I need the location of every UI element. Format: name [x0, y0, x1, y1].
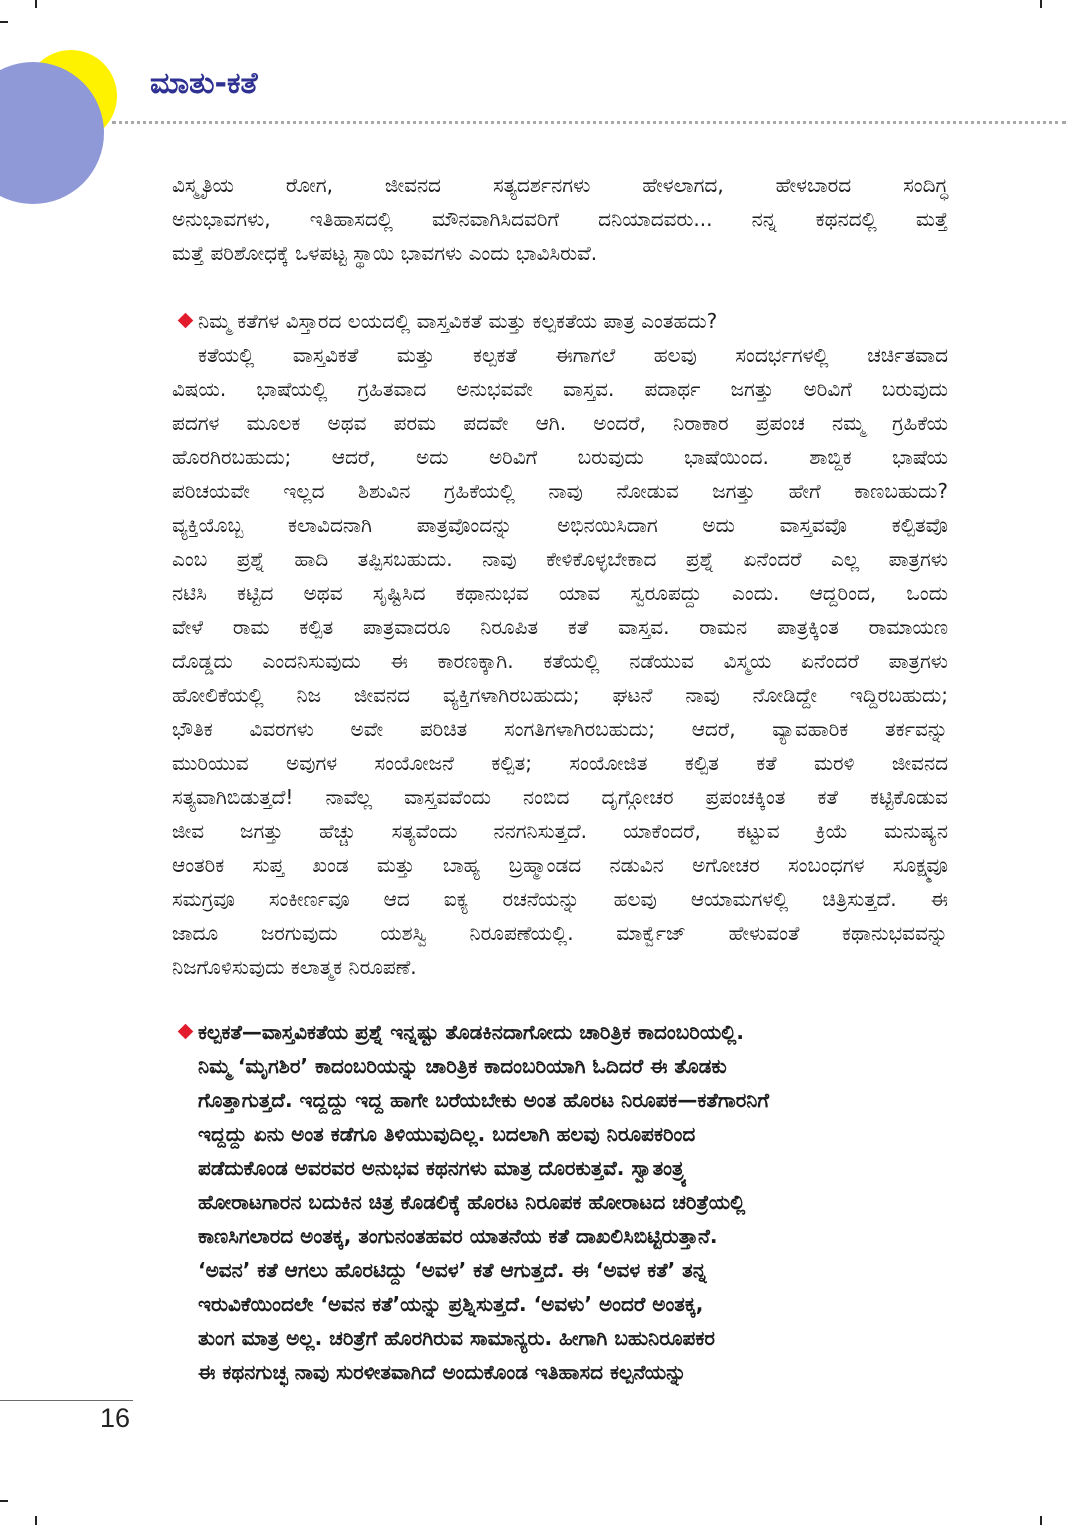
page-number: 16	[100, 1403, 131, 1433]
text-line: ಪಡೆದುಕೊಂಡ ಅವರವರ ಅನುಭವ ಕಥನಗಳು ಮಾತ್ರ ದೊರಕುತ್ತವೆ. ಸ್ವಾತಂತ್ರ್ಯ	[198, 1156, 688, 1180]
text-line: ಕತೆಯಲ್ಲಿ ವಾಸ್ತವಿಕತೆ ಮತ್ತು ಕಲ್ಪಕತೆ ಈಗಾಗಲೆ ಹಲವು ಸಂದರ್ಭಗಳಲ್ಲಿ ಚರ್ಚಿತವಾದ	[198, 343, 948, 367]
crop-mark	[35, 0, 37, 8]
text-line: ‘ಅವನ’ ಕತೆ ಆಗಲು ಹೊರಟಿದ್ದು ‘ಅವಳ’ ಕತೆ ಆಗುತ್ತದೆ. ಈ ‘ಅವಳ ಕತೆ’ ತನ್ನ	[198, 1258, 707, 1282]
text-line: ವಿಸ್ಮೃತಿಯ ರೋಗ, ಜೀವನದ ಸತ್ಯದರ್ಶನಗಳು ಹೇಳಲಾಗದ, ಹೇಳಬಾರದ ಸಂದಿಗ್ಧ	[172, 173, 948, 197]
crop-mark	[0, 21, 8, 23]
crop-mark	[35, 1516, 37, 1525]
text-line: ದೊಡ್ಡದು ಎಂದನಿಸುವುದು ಈ ಕಾರಣಕ್ಕಾಗಿ. ಕತೆಯಲ್ಲಿ ನಡೆಯುವ ವಿಸ್ಮಯ ಏನೆಂದರೆ ಪಾತ್ರಗಳು	[172, 649, 948, 673]
text-line: ನಿಮ್ಮ ‘ಮೃಗಶಿರ’ ಕಾದಂಬರಿಯನ್ನು ಚಾರಿತ್ರಿಕ ಕಾದಂಬರಿಯಾಗಿ ಓದಿದರೆ ಈ ತೊಡಕು	[198, 1054, 727, 1078]
text-line: ಜೀವ ಜಗತ್ತು ಹೆಚ್ಚು ಸತ್ಯವೆಂದು ನನಗನಿಸುತ್ತದೆ. ಯಾಕೆಂದರೆ, ಕಟ್ಟುವ ಕ್ರಿಯೆ ಮನುಷ್ಯನ	[172, 819, 948, 843]
text-line: ವ್ಯಕ್ತಿಯೊಬ್ಬ ಕಲಾವಿದನಾಗಿ ಪಾತ್ರವೊಂದನ್ನು ಅಭಿನಯಿಸಿದಾಗ ಅದು ವಾಸ್ತವವೊ ಕಲ್ಪಿತವೊ	[172, 513, 948, 537]
dotted-divider	[112, 121, 1066, 124]
question-2	[178, 1015, 942, 1389]
text-line: ಈ ಕಥನಗುಚ್ಛ ನಾವು ಸುರಳೀತವಾಗಿದೆ ಅಂದುಕೊಂಡ ಇತಿಹಾಸದ ಕಲ್ಪನೆಯನ್ನು	[198, 1360, 687, 1384]
text-line: ಕಲ್ಪಕತೆ—ವಾಸ್ತವಿಕತೆಯ ಪ್ರಶ್ನೆ ಇನ್ನಷ್ಟು ತೊಡಕಿನದಾಗೋದು ಚಾರಿತ್ರಿಕ ಕಾದಂಬರಿಯಲ್ಲಿ.	[198, 1020, 744, 1044]
text-line: ಕಾಣಸಿಗಲಾರದ ಅಂತಕ್ಕ, ತಂಗುನಂತಹವರ ಯಾತನೆಯ ಕತೆ ದಾಖಲಿಸಿಬಿಟ್ಟಿರುತ್ತಾನೆ.	[198, 1224, 718, 1248]
intro-paragraph	[172, 168, 948, 270]
text-line: ಪದಗಳ ಮೂಲಕ ಅಥವ ಪರಮ ಪದವೇ ಆಗಿ. ಅಂದರೆ, ನಿರಾಕಾರ ಪ್ರಪಂಚ ನಮ್ಮ ಗ್ರಹಿಕೆಯ	[172, 411, 948, 435]
question-2-text	[178, 1015, 942, 1389]
section-title: ಮಾತು-ಕತೆ	[150, 66, 258, 101]
text-line: ಸತ್ಯವಾಗಿಬಿಡುತ್ತದೆ! ನಾವೆಲ್ಲ ವಾಸ್ತವವೆಂದು ನಂಬಿದ ದೃಗ್ಗೋಚರ ಪ್ರಪಂಚಕ್ಕಿಂತ ಕತೆ ಕಟ್ಟಿಕೊಡುವ	[172, 785, 948, 809]
text-line: ಇದ್ದದ್ದು ಏನು ಅಂತ ಕಡೆಗೂ ತಿಳಿಯುವುದಿಲ್ಲ. ಬದಲಾಗಿ ಹಲವು ನಿರೂಪಕರಿಂದ	[198, 1122, 696, 1146]
text-line: ಸಮಗ್ರವೂ ಸಂಕೀರ್ಣವೂ ಆದ ಐಕ್ಯ ರಚನೆಯನ್ನು ಹಲವು ಆಯಾಮಗಳಲ್ಲಿ ಚಿತ್ರಿಸುತ್ತದೆ. ಈ	[172, 887, 948, 911]
text-line: ಗೊತ್ತಾಗುತ್ತದೆ. ಇದ್ದದ್ದು ಇದ್ದ ಹಾಗೇ ಬರೆಯಬೇಕು ಅಂತ ಹೊರಟ ನಿರೂಪಕ—ಕತೆಗಾರನಿಗೆ	[198, 1088, 770, 1112]
text-line: ಇರುವಿಕೆಯಿಂದಲೇ ‘ಅವನ ಕತೆ’ಯನ್ನು ಪ್ರಶ್ನಿಸುತ್ತದೆ. ‘ಅವಳು’ ಅಂದರೆ ಅಂತಕ್ಕ,	[198, 1292, 704, 1316]
crop-mark	[1040, 0, 1042, 8]
text-line: ಭೌತಿಕ ವಿವರಗಳು ಅವೇ ಪರಿಚಿತ ಸಂಗತಿಗಳಾಗಿರಬಹುದು; ಆದರೆ, ವ್ಯಾವಹಾರಿಕ ತರ್ಕವನ್ನು	[172, 717, 948, 741]
answer-1-paragraph	[172, 338, 948, 984]
crop-mark	[1040, 1516, 1042, 1525]
text-line: ಹೋರಾಟಗಾರನ ಬದುಕಿನ ಚಿತ್ರ ಕೊಡಲಿಕ್ಕೆ ಹೊರಟ ನಿರೂಪಕ ಹೋರಾಟದ ಚರಿತ್ರೆಯಲ್ಲಿ	[198, 1190, 746, 1214]
text-line: ಮುರಿಯುವ ಅವುಗಳ ಸಂಯೋಜನೆ ಕಲ್ಪಿತ; ಸಂಯೋಜಿತ ಕಲ್ಪಿತ ಕತೆ ಮರಳಿ ಜೀವನದ	[172, 751, 948, 775]
text-line: ವೇಳೆ ರಾಮ ಕಲ್ಪಿತ ಪಾತ್ರವಾದರೂ ನಿರೂಪಿತ ಕತೆ ವಾಸ್ತವ. ರಾಮನ ಪಾತ್ರಕ್ಕಿಂತ ರಾಮಾಯಣ	[172, 615, 948, 639]
text-line: ಅನುಭಾವಗಳು, ಇತಿಹಾಸದಲ್ಲಿ ಮೌನವಾಗಿಸಿದವರಿಗೆ ದನಿಯಾದವರು... ನನ್ನ ಕಥನದಲ್ಲಿ ಮತ್ತೆ	[172, 207, 948, 231]
text-line: ಎಂಬ ಪ್ರಶ್ನೆ ಹಾದಿ ತಪ್ಪಿಸಬಹುದು. ನಾವು ಕೇಳಿಕೊಳ್ಳಬೇಕಾದ ಪ್ರಶ್ನೆ ಏನೆಂದರೆ ಎಲ್ಲ ಪಾತ್ರಗಳು	[172, 547, 948, 571]
text-line: ನಟಿಸಿ ಕಟ್ಟಿದ ಅಥವ ಸೃಷ್ಟಿಸಿದ ಕಥಾನುಭವ ಯಾವ ಸ್ವರೂಪದ್ದು ಎಂದು. ಆದ್ದರಿಂದ, ಒಂದು	[172, 581, 948, 605]
text-line: ವಿಷಯ. ಭಾಷೆಯಲ್ಲಿ ಗ್ರಹಿತವಾದ ಅನುಭವವೇ ವಾಸ್ತವ. ಪದಾರ್ಥ ಜಗತ್ತು ಅರಿವಿಗೆ ಬರುವುದು	[172, 377, 948, 401]
crop-mark	[0, 1500, 8, 1502]
page-number-rule	[0, 1400, 133, 1401]
question-1	[178, 304, 948, 338]
text-line: ಮತ್ತೆ ಪರಿಶೋಧಕ್ಕೆ ಒಳಪಟ್ಟ ಸ್ಥಾಯಿ ಭಾವಗಳು ಎಂದು ಭಾವಿಸಿರುವೆ.	[172, 241, 598, 265]
text-line: ಪರಿಚಯವೇ ಇಲ್ಲದ ಶಿಶುವಿನ ಗ್ರಹಿಕೆಯಲ್ಲಿ ನಾವು ನೋಡುವ ಜಗತ್ತು ಹೇಗೆ ಕಾಣಬಹುದು?	[172, 479, 948, 503]
question-1-text: ನಿಮ್ಮ ಕತೆಗಳ ವಿಸ್ತಾರದ ಲಯದಲ್ಲಿ ವಾಸ್ತವಿಕತೆ ಮತ್ತು ಕಲ್ಪಕತೆಯ ಪಾತ್ರ ಎಂತಹದು?	[198, 309, 718, 333]
text-line: ತುಂಗ ಮಾತ್ರ ಅಲ್ಲ. ಚರಿತ್ರೆಗೆ ಹೊರಗಿರುವ ಸಾಮಾನ್ಯರು. ಹೀಗಾಗಿ ಬಹುನಿರೂಪಕರ	[198, 1326, 715, 1350]
text-line: ಜಾದೂ ಜರಗುವುದು ಯಶಸ್ವಿ ನಿರೂಪಣೆಯಲ್ಲಿ. ಮಾರ್ಕ್ವೆಜ್ ಹೇಳುವಂತೆ ಕಥಾನುಭವವನ್ನು	[172, 921, 948, 945]
text-line: ಆಂತರಿಕ ಸುಪ್ತ ಖಂಡ ಮತ್ತು ಬಾಹ್ಯ ಬ್ರಹ್ಮಾಂಡದ ನಡುವಿನ ಅಗೋಚರ ಸಂಬಂಧಗಳ ಸೂಕ್ಷ್ಮವೂ	[172, 853, 948, 877]
text-line: ನಿಜಗೊಳಿಸುವುದು ಕಲಾತ್ಮಕ ನಿರೂಪಣೆ.	[172, 955, 417, 979]
text-line: ಹೊರಗಿರಬಹುದು; ಆದರೆ, ಅದು ಅರಿವಿಗೆ ಬರುವುದು ಭಾಷೆಯಿಂದ. ಶಾಬ್ದಿಕ ಭಾಷೆಯ	[172, 445, 948, 469]
text-line: ಹೋಲಿಕೆಯಲ್ಲಿ ನಿಜ ಜೀವನದ ವ್ಯಕ್ತಿಗಳಾಗಿರಬಹುದು; ಘಟನೆ ನಾವು ನೋಡಿದ್ದೇ ಇದ್ದಿರಬಹುದು;	[172, 683, 948, 707]
